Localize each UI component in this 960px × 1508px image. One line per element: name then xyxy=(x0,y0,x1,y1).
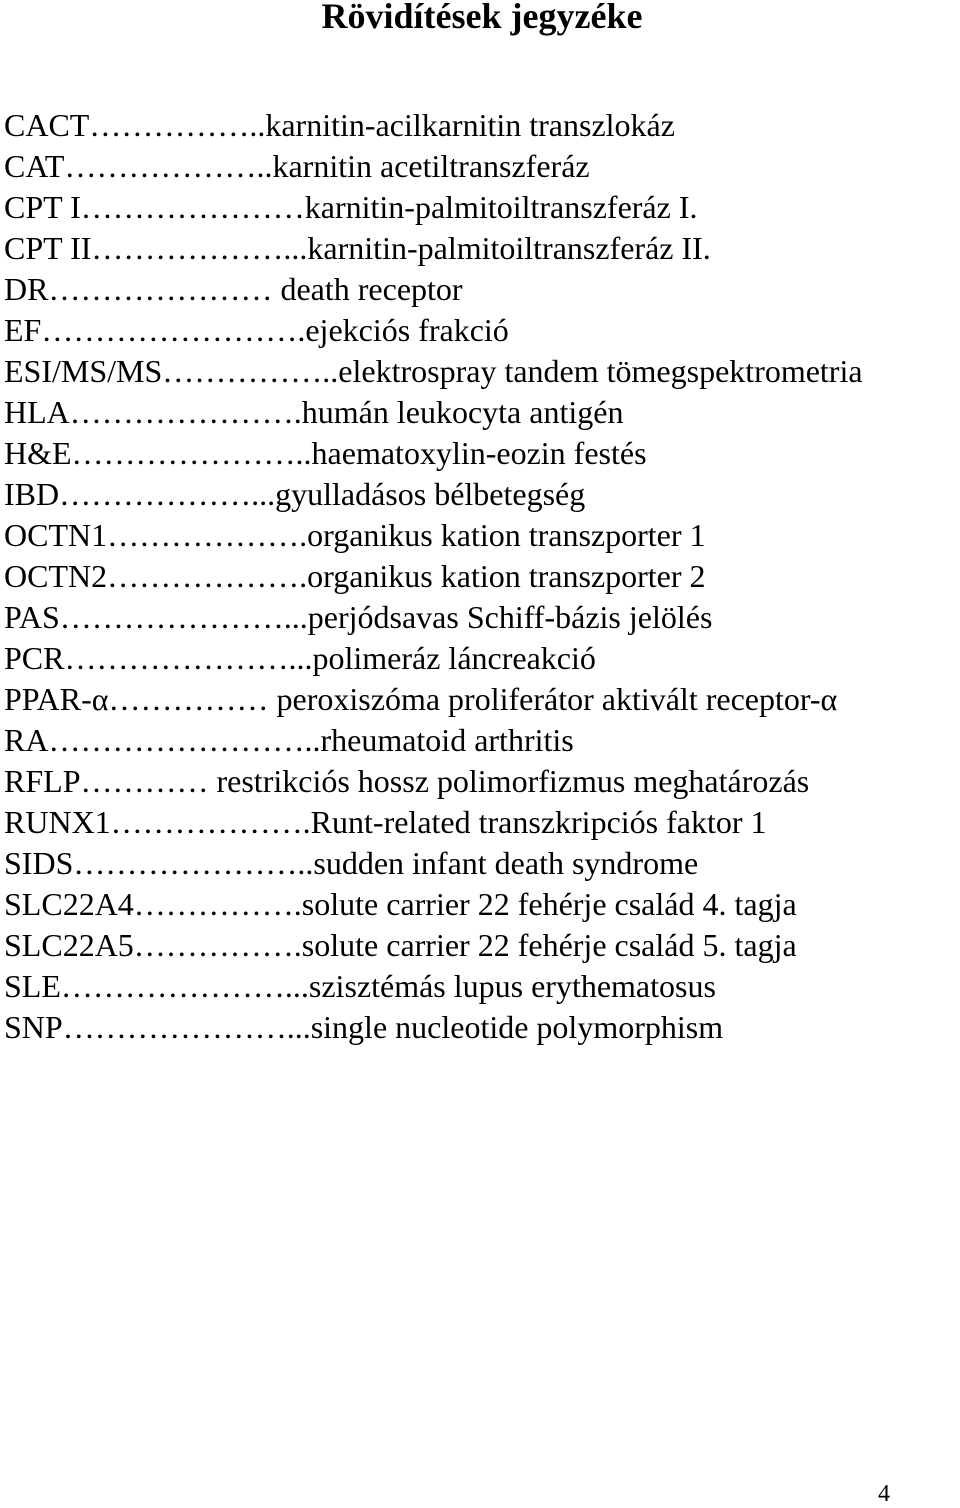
abbreviation-meaning: restrikciós hossz polimorfizmus meghatározás xyxy=(216,763,810,799)
abbreviation-meaning: rheumatoid arthritis xyxy=(320,722,574,758)
dot-leader: ………………….. xyxy=(71,435,312,471)
abbreviation: RA xyxy=(4,722,49,758)
abbreviation-meaning: solute carrier 22 fehérje család 4. tagja xyxy=(301,886,797,922)
dot-leader: …………………….. xyxy=(48,722,321,758)
dot-leader: ……………………. xyxy=(41,312,306,348)
abbreviation: EF xyxy=(4,312,42,348)
dot-leader: …………………. xyxy=(69,394,302,430)
abbreviation: SLC22A4 xyxy=(4,886,134,922)
abbreviation-meaning: karnitin acetiltranszferáz xyxy=(272,148,590,184)
dot-leader: …………………... xyxy=(64,640,313,676)
abbreviation: IBD xyxy=(4,476,60,512)
dot-leader: ………………… xyxy=(48,271,281,307)
abbreviation-meaning: polimeráz láncreakció xyxy=(312,640,596,676)
dot-leader: …………………... xyxy=(62,1009,311,1045)
abbreviation: SNP xyxy=(4,1009,63,1045)
abbreviation-entry xyxy=(4,843,960,884)
abbreviation: HLA xyxy=(4,394,70,430)
abbreviation: SLC22A5 xyxy=(4,927,134,963)
abbreviation-entry xyxy=(4,925,960,966)
abbreviation-entry xyxy=(4,187,960,228)
abbreviation: CPT II xyxy=(4,230,92,266)
abbreviation-meaning: ejekciós frakció xyxy=(305,312,509,348)
dot-leader: ………………... xyxy=(59,476,276,512)
abbreviation: RFLP xyxy=(4,763,81,799)
abbreviation-meaning: sudden infant death syndrome xyxy=(313,845,699,881)
abbreviation-entry xyxy=(4,966,960,1007)
abbreviation-meaning: gyulladásos bélbetegség xyxy=(275,476,586,512)
abbreviation-entry xyxy=(4,802,960,843)
abbreviation-entry xyxy=(4,597,960,638)
abbreviation-entry xyxy=(4,556,960,597)
abbreviation: SLE xyxy=(4,968,61,1004)
abbreviation-entry xyxy=(4,720,960,761)
dot-leader: ………………… xyxy=(80,189,305,225)
abbreviation: PPAR-α xyxy=(4,681,109,717)
abbreviation-meaning: Runt-related transzkripciós faktor 1 xyxy=(310,804,767,840)
abbreviation-entry xyxy=(4,228,960,269)
dot-leader: ……………. xyxy=(133,886,302,922)
dot-leader: …………… xyxy=(108,681,277,717)
abbreviation: CACT xyxy=(4,107,90,143)
abbreviation: DR xyxy=(4,271,49,307)
dot-leader: …………….. xyxy=(89,107,266,143)
abbreviation-meaning: humán leukocyta antigén xyxy=(301,394,624,430)
abbreviation-meaning: death receptor xyxy=(280,271,463,307)
abbreviation: ESI/MS/MS xyxy=(4,353,163,389)
abbreviation-entry xyxy=(4,474,960,515)
dot-leader: ………………... xyxy=(91,230,308,266)
abbreviation-entry xyxy=(4,1007,960,1048)
abbreviation-meaning: szisztémás lupus erythematosus xyxy=(308,968,716,1004)
abbreviation-entry xyxy=(4,310,960,351)
abbreviation: PCR xyxy=(4,640,65,676)
abbreviation-entry xyxy=(4,269,960,310)
page-number: 4 xyxy=(878,1481,890,1507)
abbreviation-entry xyxy=(4,884,960,925)
dot-leader: …………………... xyxy=(60,968,309,1004)
abbreviation-entry xyxy=(4,105,960,146)
dot-leader: ……………. xyxy=(133,927,302,963)
abbreviation: RUNX1 xyxy=(4,804,111,840)
abbreviation-meaning: karnitin-palmitoiltranszferáz II. xyxy=(307,230,711,266)
abbreviation: PAS xyxy=(4,599,60,635)
dot-leader: …………….. xyxy=(162,353,339,389)
abbreviation-meaning: peroxiszóma proliferátor aktivált receptor-α xyxy=(276,681,838,717)
abbreviation: OCTN1 xyxy=(4,517,108,553)
abbreviation-list xyxy=(4,105,960,1048)
abbreviation-meaning: elektrospray tandem tömegspektrometria xyxy=(338,353,863,389)
abbreviation: CAT xyxy=(4,148,65,184)
abbreviation-meaning: organikus kation transzporter 2 xyxy=(307,558,706,594)
dot-leader: ……………….. xyxy=(64,148,273,184)
abbreviation-meaning: organikus kation transzporter 1 xyxy=(307,517,706,553)
abbreviation-meaning: karnitin-acilkarnitin transzlokáz xyxy=(265,107,675,143)
abbreviation-entry xyxy=(4,515,960,556)
dot-leader: ………………. xyxy=(110,804,311,840)
abbreviation-entry xyxy=(4,638,960,679)
dot-leader: ………… xyxy=(80,763,217,799)
abbreviation-meaning: perjódsavas Schiff-bázis jelölés xyxy=(307,599,713,635)
abbreviation-entry xyxy=(4,146,960,187)
dot-leader: ………………….. xyxy=(73,845,314,881)
abbreviation-entry xyxy=(4,433,960,474)
dot-leader: …………………... xyxy=(59,599,308,635)
abbreviation-entry xyxy=(4,679,960,720)
page-title: Rövidítések jegyzéke xyxy=(321,0,643,36)
abbreviation-meaning: single nucleotide polymorphism xyxy=(310,1009,724,1045)
abbreviation-meaning: karnitin-palmitoiltranszferáz I. xyxy=(304,189,698,225)
dot-leader: ………………. xyxy=(107,558,308,594)
abbreviation-meaning: solute carrier 22 fehérje család 5. tagja xyxy=(301,927,797,963)
abbreviation-entry xyxy=(4,351,960,392)
abbreviation: H&E xyxy=(4,435,72,471)
abbreviation-meaning: haematoxylin-eozin festés xyxy=(311,435,647,471)
abbreviation-entry xyxy=(4,761,960,802)
dot-leader: ………………. xyxy=(107,517,308,553)
abbreviation: CPT I xyxy=(4,189,81,225)
abbreviation: SIDS xyxy=(4,845,74,881)
abbreviation-entry xyxy=(4,392,960,433)
abbreviation: OCTN2 xyxy=(4,558,108,594)
